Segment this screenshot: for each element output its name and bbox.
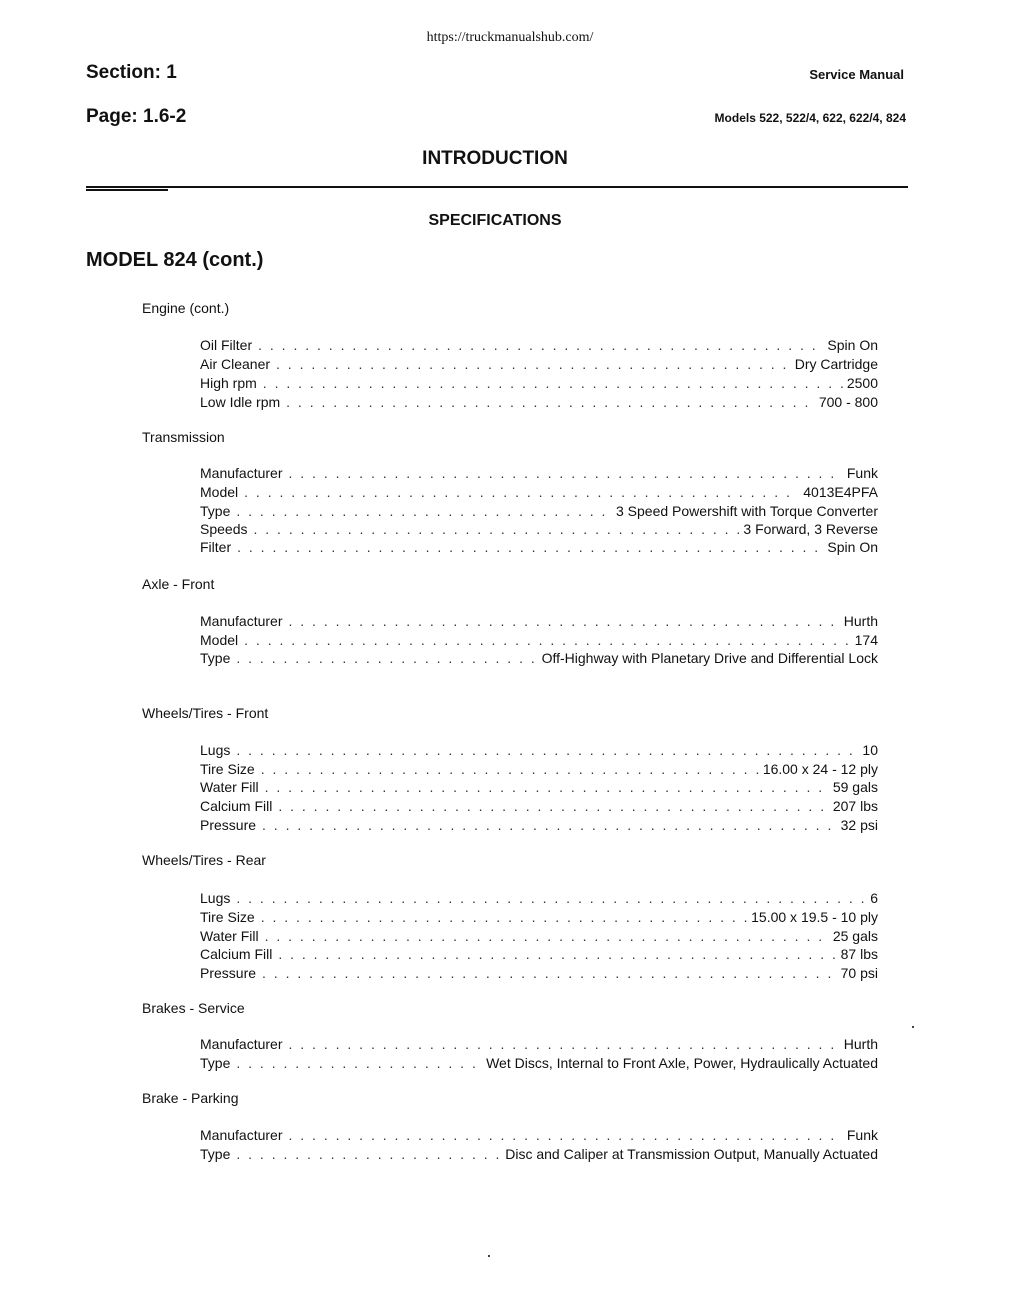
spec-value: 3 Speed Powershift with Torque Converter [616, 503, 878, 519]
spec-row [200, 908, 878, 927]
spec-label: Manufacturer [200, 465, 283, 481]
spec-row [200, 741, 878, 760]
dot-leader [278, 797, 829, 816]
spec-value: 87 lbs [840, 946, 878, 962]
spec-row [200, 631, 878, 650]
spec-value: Funk [846, 465, 878, 481]
spec-label: Pressure [200, 965, 257, 981]
spec-value: Spin On [827, 337, 878, 353]
group-title: Wheels/Tires - Rear [142, 852, 266, 868]
page-title: INTRODUCTION [422, 148, 568, 169]
spec-label: Lugs [200, 890, 231, 906]
spec-value: 15.00 x 19.5 - 10 ply [751, 909, 878, 925]
spec-label: Calcium Fill [200, 798, 273, 814]
spec-row [200, 1054, 878, 1073]
spec-value: 59 gals [832, 779, 878, 795]
spec-row [200, 1126, 878, 1145]
dot-leader [265, 778, 829, 797]
spec-row [200, 964, 878, 983]
group-title: Brakes - Service [142, 1000, 245, 1016]
spec-value: 16.00 x 24 - 12 ply [762, 761, 878, 777]
spec-label: Oil Filter [200, 337, 253, 353]
dot-leader [236, 1054, 482, 1073]
spec-value: 174 [854, 632, 878, 648]
dot-leader [276, 355, 791, 374]
spec-label: Manufacturer [200, 1127, 283, 1143]
spec-row [200, 778, 878, 797]
page-label: Page: 1.6-2 [86, 106, 187, 127]
dot-leader [244, 631, 851, 650]
dot-leader [236, 649, 537, 668]
spec-value: Hurth [843, 1036, 878, 1052]
spec-row [200, 889, 878, 908]
dot-leader [262, 816, 837, 835]
spec-label: Manufacturer [200, 613, 283, 629]
spec-row [200, 483, 878, 502]
spec-label: Type [200, 650, 231, 666]
models-label: Models 522, 522/4, 622, 622/4, 824 [714, 111, 906, 125]
dot-leader [286, 393, 815, 412]
spec-value: Wet Discs, Internal to Front Axle, Power, Hydraulically Actuated [486, 1055, 878, 1071]
spec-row [200, 538, 878, 557]
group-title: Transmission [142, 429, 225, 445]
group-title: Wheels/Tires - Front [142, 705, 269, 721]
manual-label: Service Manual [809, 67, 904, 82]
spec-label: Lugs [200, 742, 231, 758]
source-url[interactable]: https://truckmanualshub.com/ [426, 30, 594, 45]
spec-row [200, 355, 878, 374]
spec-row [200, 797, 878, 816]
dot-leader [236, 889, 866, 908]
dot-leader [237, 538, 823, 557]
spec-label: Air Cleaner [200, 356, 271, 372]
spec-row [200, 502, 878, 521]
spec-label: High rpm [200, 375, 257, 391]
dot-leader [288, 1126, 842, 1145]
spec-label: Manufacturer [200, 1036, 283, 1052]
header-rule [86, 186, 908, 188]
scan-speck [488, 1255, 490, 1257]
spec-value: 10 [862, 742, 878, 758]
spec-value: Funk [846, 1127, 878, 1143]
spec-value: 207 lbs [832, 798, 878, 814]
scan-speck [912, 1026, 914, 1028]
spec-value: Disc and Caliper at Transmission Output, Manually Actuated [505, 1146, 878, 1162]
dot-leader [236, 502, 612, 521]
spec-value: Hurth [843, 613, 878, 629]
spec-label: Filter [200, 539, 232, 555]
spec-label: Tire Size [200, 761, 255, 777]
spec-row [200, 520, 878, 539]
spec-label: Pressure [200, 817, 257, 833]
spec-row [200, 1035, 878, 1054]
spec-value: Off-Highway with Planetary Drive and Differential Lock [541, 650, 878, 666]
spec-label: Low Idle rpm [200, 394, 281, 410]
dot-leader [236, 741, 858, 760]
dot-leader [244, 483, 799, 502]
spec-row [200, 927, 878, 946]
spec-value: 3 Forward, 3 Reverse [743, 521, 878, 537]
dot-leader [261, 760, 759, 779]
dot-leader [258, 336, 823, 355]
group-title: Brake - Parking [142, 1090, 239, 1106]
spec-row [200, 760, 878, 779]
spec-row [200, 336, 878, 355]
spec-value: 700 - 800 [818, 394, 878, 410]
dot-leader [263, 374, 843, 393]
spec-value: 32 psi [840, 817, 878, 833]
spec-row [200, 1145, 878, 1164]
spec-row [200, 464, 878, 483]
spec-label: Tire Size [200, 909, 255, 925]
spec-row [200, 945, 878, 964]
spec-value: 4013E4PFA [803, 484, 878, 500]
specifications-heading: SPECIFICATIONS [428, 212, 562, 229]
spec-label: Type [200, 1146, 231, 1162]
spec-label: Type [200, 503, 231, 519]
spec-label: Speeds [200, 521, 248, 537]
dot-leader [265, 927, 829, 946]
spec-value: 70 psi [840, 965, 878, 981]
spec-row [200, 649, 878, 668]
dot-leader [288, 1035, 839, 1054]
spec-row [200, 612, 878, 631]
dot-leader [288, 464, 842, 483]
spec-label: Calcium Fill [200, 946, 273, 962]
group-title: Axle - Front [142, 576, 215, 592]
spec-value: Dry Cartridge [794, 356, 878, 372]
header-rule-stub [86, 189, 168, 191]
model-heading: MODEL 824 (cont.) [86, 249, 264, 271]
dot-leader [253, 520, 739, 539]
spec-row [200, 393, 878, 412]
spec-value: 25 gals [832, 928, 878, 944]
dot-leader [288, 612, 839, 631]
group-title: Engine (cont.) [142, 300, 230, 316]
dot-leader [261, 908, 747, 927]
spec-row [200, 374, 878, 393]
dot-leader [262, 964, 837, 983]
spec-value: 6 [870, 890, 878, 906]
spec-value: 2500 [846, 375, 878, 391]
section-label: Section: 1 [86, 62, 177, 83]
spec-label: Model [200, 632, 239, 648]
spec-label: Water Fill [200, 928, 259, 944]
spec-value: Spin On [827, 539, 878, 555]
spec-label: Water Fill [200, 779, 259, 795]
dot-leader [236, 1145, 501, 1164]
spec-label: Model [200, 484, 239, 500]
dot-leader [278, 945, 836, 964]
spec-label: Type [200, 1055, 231, 1071]
spec-row [200, 816, 878, 835]
